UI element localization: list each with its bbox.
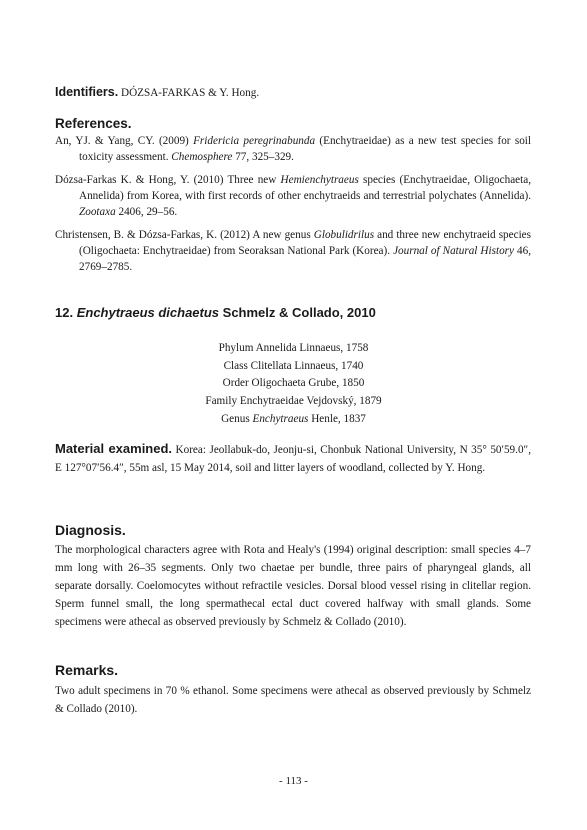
reference-item <box>55 227 531 275</box>
identifiers-text: DÓZSA-FARKAS & Y. Hong. <box>121 87 260 99</box>
reference-text: Christensen, B. & Dózsa-Farkas, K. (2012) A new genus <box>55 229 314 241</box>
classification-order: Order Oligochaeta Grube, 1850 <box>222 377 365 389</box>
reference-text: Dózsa-Farkas K. & Hong, Y. (2010) Three new <box>55 174 281 186</box>
reference-journal: Chemosphere <box>171 151 233 163</box>
genus-name: Enchytraeus <box>252 413 309 425</box>
genus-prefix: Genus <box>221 413 253 425</box>
species-name: Enchytraeus dichaetus <box>76 305 220 320</box>
classification-phylum: Phylum Annelida Linnaeus, 1758 <box>218 342 369 354</box>
reference-item <box>55 172 531 220</box>
reference-species: Hemienchytraeus <box>280 174 359 186</box>
reference-text: 77, 325–329. <box>232 151 294 163</box>
classification-family: Family Enchytraeidae Vejdovský, 1879 <box>205 395 382 407</box>
reference-journal: Journal of Natural History <box>393 245 514 257</box>
reference-text: 46, 2769–2785. <box>79 245 532 273</box>
material-examined <box>55 440 531 477</box>
identifiers-line <box>55 84 535 101</box>
reference-text: and three new enchytraeid species (Oligochaeta: Enchytraeidae) from Seoraksan National Park (Korea). <box>79 229 531 257</box>
page-number: - 113 - <box>279 775 308 787</box>
reference-species: Fridericia peregrinabunda <box>193 135 316 147</box>
genus-authority: Henle, 1837 <box>308 413 366 425</box>
remarks-heading: Remarks. <box>55 662 119 678</box>
reference-genus: Globulidrilus <box>313 229 375 241</box>
classification-class: Class Clitellata Linnaeus, 1740 <box>223 360 364 372</box>
reference-text: An, YJ. & Yang, CY. (2009) <box>55 135 194 147</box>
diagnosis-heading: Diagnosis. <box>55 522 126 538</box>
reference-journal: Zootaxa <box>79 206 116 218</box>
reference-item <box>55 133 531 165</box>
material-text: Korea: Jeollabuk-do, Jeonju-si, Chonbuk National University, N 35° 50′59.0″, E 127°07′56.4″, 55m asl, 15 May 2014, soil and litter layers of woodland, collected by Y. Hong. <box>55 444 531 474</box>
diagnosis-text: The morphological characters agree with Rota and Healy's (1994) original description: small species 4–7 mm long with 26–35 segments. Only two chaetae per bundle, three pairs of pharyngeal glands, all separate dorsally. Coelomocytes without refractile vesicles. Dorsal blood vessel rising in clitellar region. Sperm funnel small, the long spermathecal ectal duct covered halfway with small glands. Some specimens were athecal as observed previously by Schmelz & Collado (2010). <box>55 544 531 628</box>
reference-text: 2406, 29–56. <box>115 206 178 218</box>
classification-genus <box>0 410 587 428</box>
remarks-text: Two adult specimens in 70 % ethanol. Some specimens were athecal as observed previously by Schmelz & Collado (2010). <box>55 685 531 715</box>
references-heading: References. <box>55 116 132 131</box>
identifiers-label: Identifiers. <box>55 85 119 99</box>
reference-text: species (Enchytraeidae, Oligochaeta, Annelida) from Korea, with first records of other enchytraeids and terrestrial polychates (Annelida). <box>79 174 532 202</box>
species-authority: Schmelz & Collado, 2010 <box>222 305 376 320</box>
species-number: 12. <box>55 305 74 320</box>
species-title <box>55 305 376 320</box>
material-label: Material examined. <box>55 441 173 456</box>
reference-text: (Enchytraeidae) as a new test species for soil toxicity assessment. <box>79 135 531 163</box>
